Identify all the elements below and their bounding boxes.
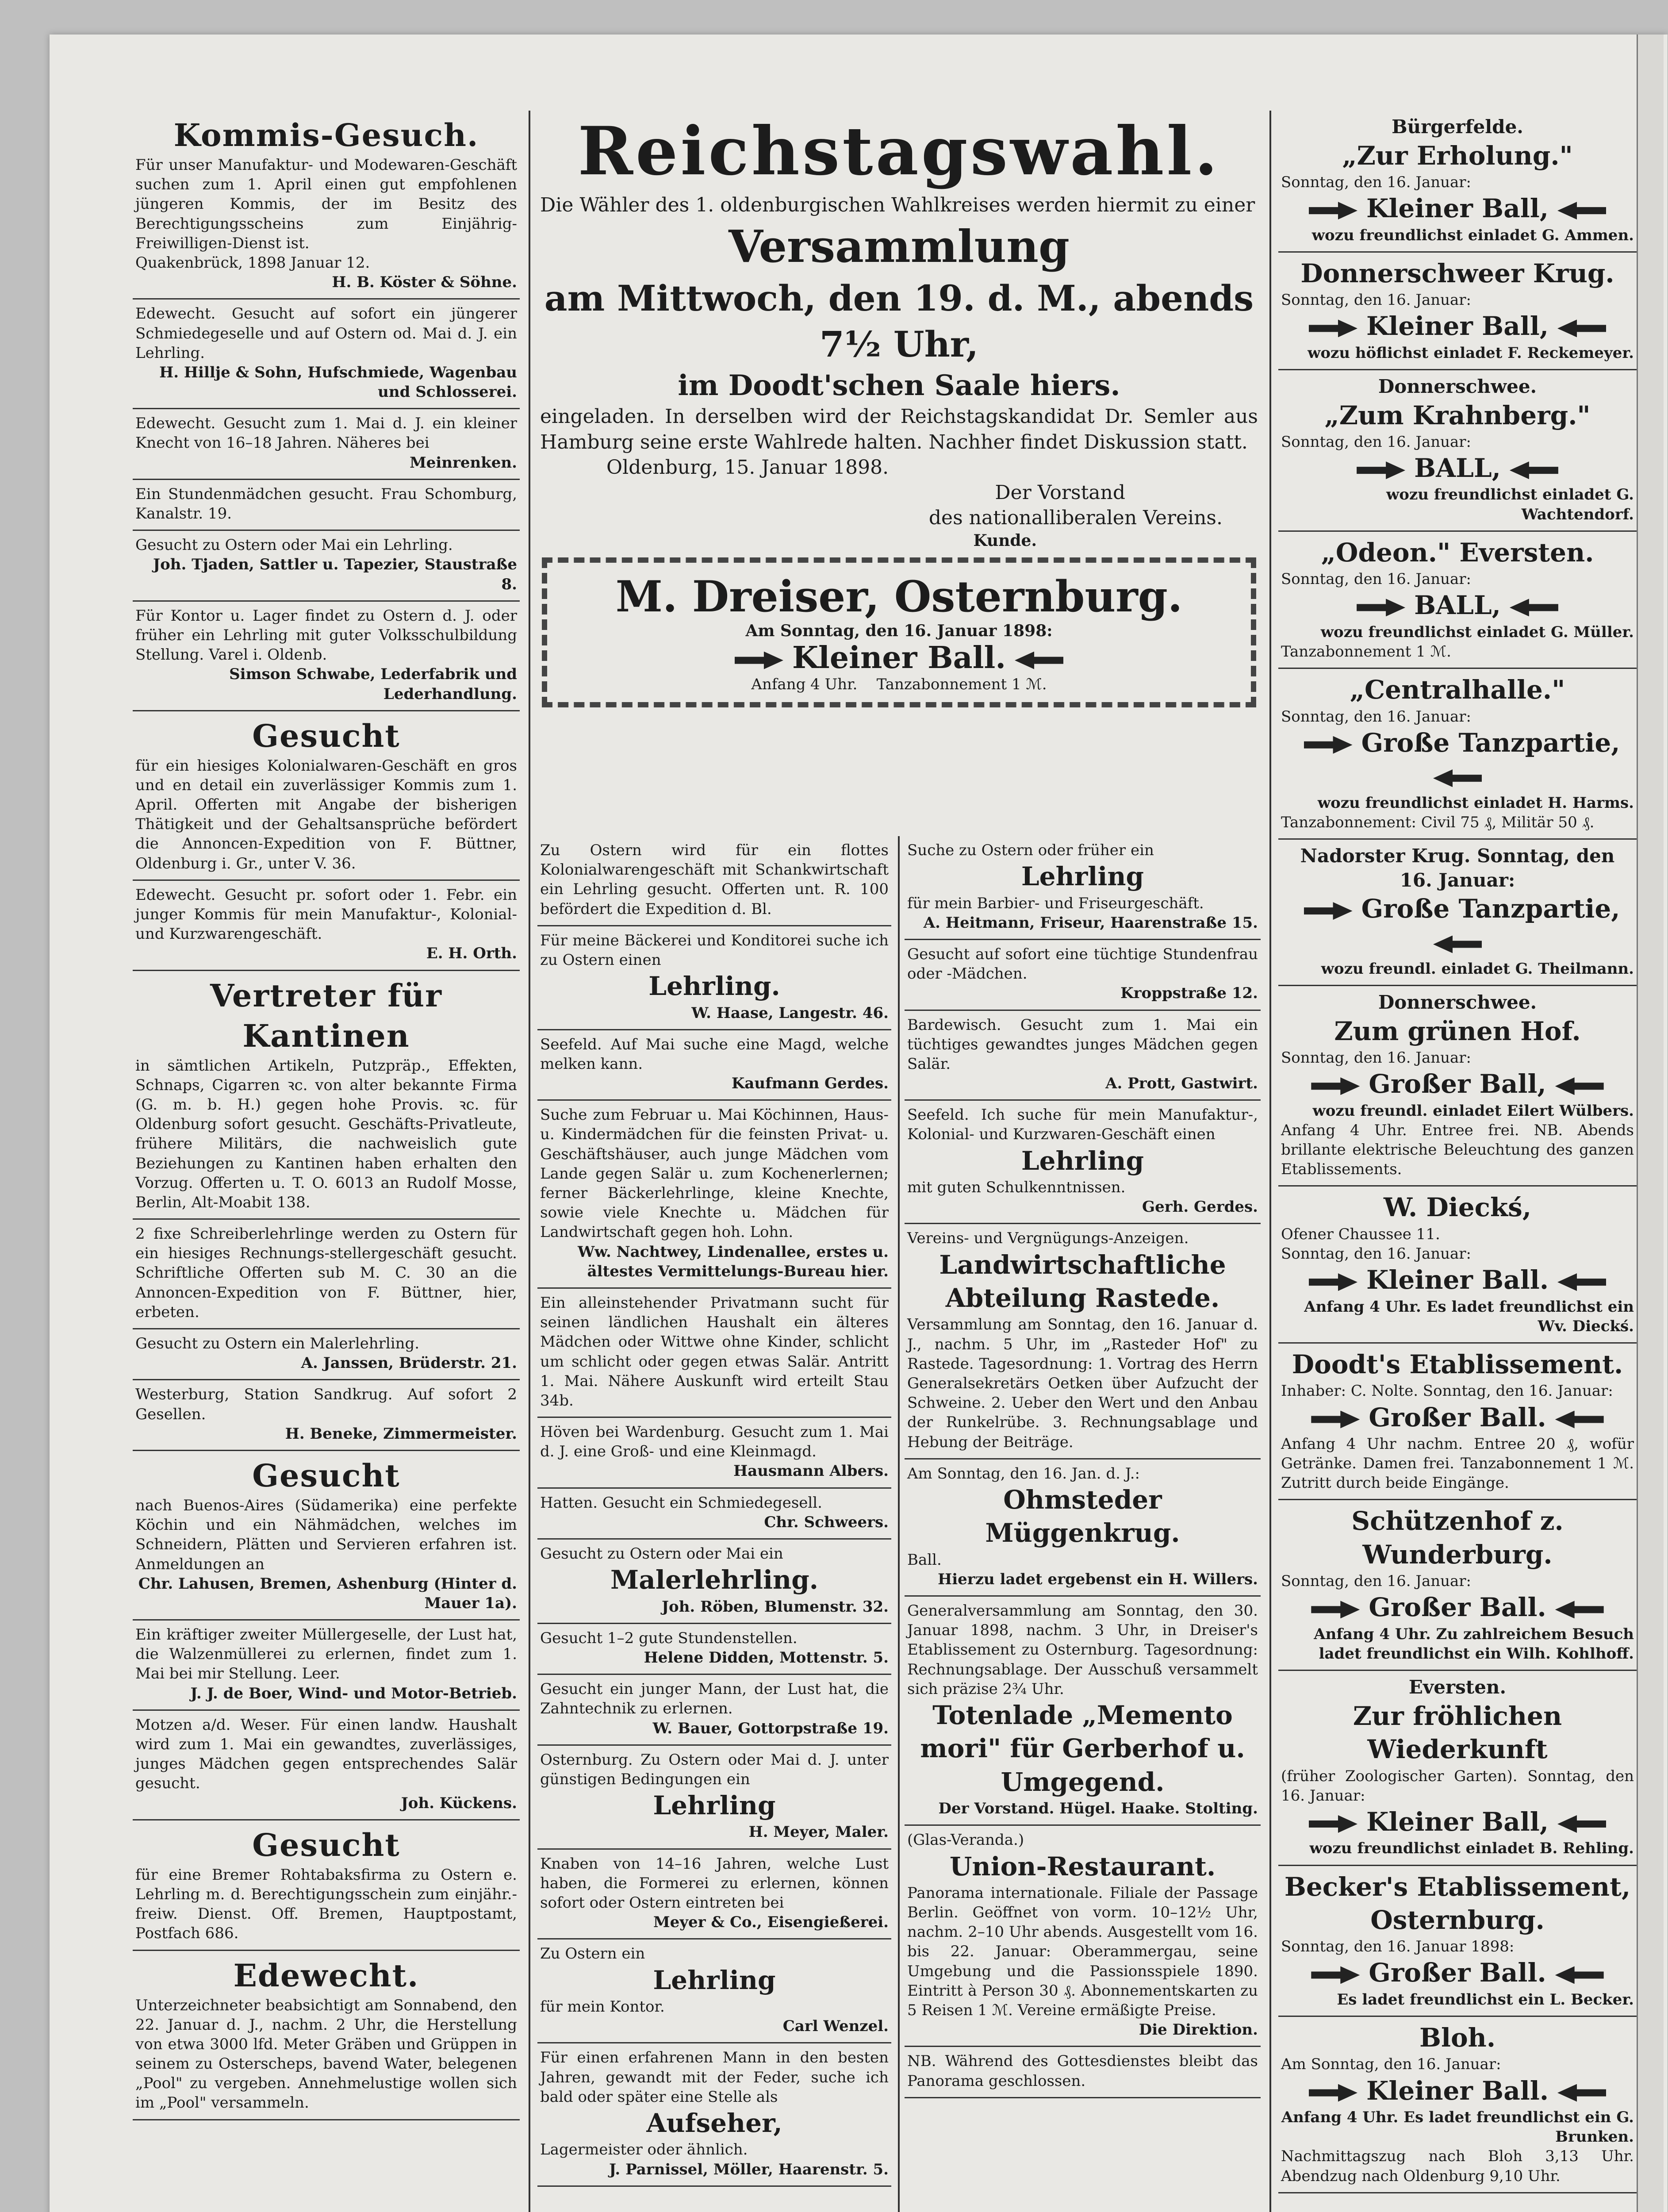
- classified-ad: [537, 1675, 891, 1746]
- pointing-hand-icon: [1309, 319, 1357, 337]
- ad-title: Doodt's Etablissement.: [1292, 1349, 1623, 1379]
- ad-signature: Die Direktion.: [1139, 2021, 1258, 2039]
- ad-event-row: [1281, 1956, 1634, 1989]
- pointing-hand-icon: [1510, 599, 1558, 616]
- ad-body: Motzen a/d. Weser. Für einen landw. Haushalt wird zum 1. Mai ein gewandtes, zuverlässiges, junges Mädchen gegen entsprechendes Salär gesucht.: [135, 1716, 517, 1793]
- pointing-hand-icon: [1555, 1077, 1604, 1095]
- ad-body: Westerburg, Station Sandkrug. Auf sofort 2 Gesellen.: [135, 1386, 517, 1423]
- ad-event: Große Tanzpartie,: [1361, 727, 1620, 758]
- ad-title: „Zur Erholung.": [1342, 140, 1573, 171]
- pointing-hand-icon: [1304, 736, 1353, 754]
- ad-body: (Glas-Veranda.): [907, 1831, 1024, 1849]
- ad-signature: W. Bauer, Gottorpstraße 19.: [652, 1719, 889, 1737]
- classified-ad: [133, 1380, 520, 1451]
- ad-body: Für unser Manufaktur- und Modewaren-Geschäft suchen zum 1. April einen gut empfohlenen jüngeren Kommis, der im Besitz des Berechtigungsscheins zum Einjährig-Freiwilligen-Dienst ist.: [135, 156, 517, 252]
- ad-signature: E. H. Orth.: [426, 945, 517, 963]
- ad-signature: Helene Didden, Mottenstr. 5.: [644, 1648, 889, 1667]
- pointing-hand-icon: [1309, 202, 1357, 219]
- classified-ad: [537, 1746, 891, 1850]
- ad-title: Lehrling: [653, 1965, 776, 1995]
- ad-title: Union-Restaurant.: [949, 1851, 1216, 1882]
- classified-ad: [905, 1011, 1261, 1101]
- dreiser-name: M. Dreiser, Osternburg.: [615, 572, 1183, 622]
- ad-pretitle: Donnerschwee.: [1378, 991, 1537, 1014]
- ad-title: „Odeon." Eversten.: [1321, 537, 1594, 568]
- ad-signature: Kaufmann Gerdes.: [731, 1075, 889, 1093]
- reichstag-place: im Doodt'schen Saale hiers.: [678, 369, 1120, 403]
- reichstag-dateline: Oldenburg, 15. Januar 1898.: [606, 456, 889, 479]
- classified-ad: [1278, 986, 1637, 1187]
- classified-ad: [1278, 1344, 1637, 1501]
- dreiser-fee: Tanzabonnement 1 ℳ.: [876, 676, 1047, 694]
- ad-body: Generalversammlung am Sonntag, den 30. Januar 1898, nachm. 3 Uhr, in Dreiser's Etablissement zu Osternburg. Tagesordnung: Rechnungsablage. Der Ausschuß versammelt sich präzise 2¾ Uhr.: [907, 1602, 1258, 1698]
- page-edge: [1637, 35, 1664, 2212]
- ad-title: Kommis-Gesuch.: [173, 117, 479, 154]
- classified-ad: [537, 1030, 891, 1101]
- ad-signature: wozu freundl. einladet Eilert Wülbers.: [1312, 1102, 1634, 1120]
- ad-body: Für Kontor u. Lager findet zu Ostern d. J. oder früher ein Lehrling mit guter Volksschulbildung Stellung. Varel i. Oldenb.: [135, 607, 517, 664]
- ad-body: Suche zum Februar u. Mai Köchinnen, Haus- u. Kindermädchen für die feinsten Privat- u. Geschäftshäuser, auch junge Mädchen vom Lande gegen Salär u. zum Kochenerlernen; ferner Bäckerlehrlinge, kleine Knechte, sowie viele Knechte u. Mädchen für Landwirtschaft gegen hoh. Lohn.: [540, 1106, 889, 1241]
- classified-ad: [1278, 1500, 1637, 1671]
- classified-ad: [537, 1489, 891, 1540]
- ad-signature: wozu freundlichst einladet G. Wachtendorf.: [1386, 486, 1634, 523]
- classified-ad: [905, 1826, 1261, 2047]
- pointing-hand-icon: [1557, 1815, 1606, 1833]
- ad-signature: Hausmann Albers.: [733, 1462, 889, 1480]
- ad-pretitle: Donnerschwee.: [1378, 375, 1537, 397]
- ad-event: BALL,: [1414, 453, 1501, 484]
- classified-ad: [1278, 253, 1637, 370]
- ad-signature: W. Haase, Langestr. 46.: [691, 1004, 889, 1022]
- ad-body: Für meine Bäckerei und Konditorei suche ich zu Ostern einen: [540, 931, 889, 969]
- ad-signature: J. Parnissel, Möller, Haarenstr. 5.: [609, 2160, 889, 2178]
- classified-ad: [1278, 1187, 1637, 1344]
- ad-body: Hatten. Gesucht ein Schmiedegesell.: [540, 1494, 822, 1512]
- ad-body: für eine Bremer Rohtabaksfirma zu Ostern e. Lehrling m. d. Berechtigungsschein zum einjähr.-freiw. Dienst. Off. Bremen, Hauptpostamt, Postfach 686.: [135, 1866, 517, 1943]
- ad-signature: Gerh. Gerdes.: [1142, 1198, 1258, 1216]
- pointing-hand-icon: [1311, 1601, 1360, 1618]
- ad-body: Für einen erfahrenen Mann in den besten Jahren, gewandt mit der Feder, suche ich bald oder später eine Stelle als: [540, 2049, 889, 2106]
- ad-body: Edewecht. Gesucht zum 1. Mai d. J. ein kleiner Knecht von 16–18 Jahren. Näheres bei: [135, 415, 517, 452]
- reichstag-date: am Mittwoch, den 19. d. M., abends 7½ Uhr,: [544, 277, 1254, 365]
- pointing-hand-icon: [1555, 1966, 1604, 1984]
- classified-ad: [537, 2043, 891, 2186]
- pointing-hand-icon: [1555, 1601, 1604, 1618]
- ad-title: Aufseher,: [646, 2108, 782, 2138]
- ad-title: Lehrling: [653, 1790, 776, 1821]
- classified-ad: [133, 300, 520, 409]
- classified-ad: [537, 1939, 891, 2043]
- pointing-hand-icon: [1304, 902, 1353, 920]
- classified-ad: [537, 1624, 891, 1675]
- ad-title: Becker's Etablissement, Osternburg.: [1284, 1871, 1631, 1935]
- reichstag-text: eingeladen. In derselben wird der Reichstagskandidat Dr. Semler aus Hamburg seine erste Wahlrede halten. Nachher findet Diskussion statt.: [540, 405, 1258, 453]
- ad-body: Gesucht 1–2 gute Stundenstellen.: [540, 1629, 798, 1647]
- column-2-top: [537, 111, 1261, 836]
- ad-body: mit guten Schulkenntnissen.: [907, 1179, 1126, 1197]
- ad-event: Großer Ball,: [1369, 1069, 1546, 1099]
- ad-body: Ball.: [907, 1551, 942, 1569]
- pointing-hand-icon: [735, 652, 783, 669]
- ad-signature: wozu freundlichst einladet G. Müller.: [1320, 623, 1634, 641]
- pointing-hand-icon: [1357, 461, 1405, 479]
- reichstag-intro: Die Wähler des 1. oldenburgischen Wahlkreises werden hiermit zu einer: [540, 194, 1255, 216]
- ad-body: Sonntag, den 16. Januar:: [1281, 291, 1472, 309]
- ad-signature: J. J. de Boer, Wind- und Motor-Betrieb.: [190, 1684, 517, 1702]
- classified-ad: [905, 1224, 1261, 1459]
- ad-body: Ein alleinstehender Privatmann sucht für seinen ländlichen Haushalt ein älteres Mädchen oder Wittwe ohne Kinder, schlicht um schlicht oder gegen etwas Salär. Antritt 1. Mai. Nähere Auskunft wird erteilt Stau 34b.: [540, 1294, 889, 1409]
- ad-note: Tanzabonnement: Civil 75 ₰, Militär 50 ₰.: [1281, 813, 1595, 831]
- ad-signature: Ww. Nachtwey, Lindenallee, erstes u. ältestes Vermittelungs-Bureau hier.: [577, 1243, 889, 1280]
- ad-body: Seefeld. Auf Mai suche eine Magd, welche melken kann.: [540, 1035, 889, 1073]
- classified-ad: [905, 940, 1261, 1011]
- ad-title: Gesucht: [252, 717, 400, 754]
- pointing-hand-icon: [1311, 1411, 1360, 1429]
- classified-ad: [133, 1951, 520, 2120]
- ad-body: Gesucht zu Ostern oder Mai ein Lehrling.: [135, 536, 453, 554]
- ad-event: Kleiner Ball.: [1366, 2075, 1549, 2106]
- pointing-hand-icon: [1015, 652, 1063, 669]
- ad-body: für mein Kontor.: [540, 1998, 665, 2016]
- ad-body: Sonntag, den 16. Januar:: [1281, 173, 1472, 191]
- column-3: [1278, 111, 1637, 2212]
- ad-event-row: [1281, 2074, 1634, 2108]
- ad-body: für ein hiesiges Kolonialwaren-Geschäft en gros und en detail ein zuverlässiger Kommis zum 1. April. Offerten mit Angabe der bisherigen Thätigkeit und der Gehaltsansprüche befördert die Annoncen-Expedition von F. Büttner, Oldenburg i. Gr., unter V. 36.: [135, 757, 517, 872]
- ad-body: Lagermeister oder ähnlich.: [540, 2141, 748, 2159]
- ad-title: W. Dieckś,: [1383, 1192, 1532, 1223]
- pointing-hand-icon: [1510, 461, 1558, 479]
- classified-ad: [133, 711, 520, 881]
- classified-ad: [133, 1329, 520, 1380]
- ad-signature: Meyer & Co., Eisengießerei.: [653, 1913, 889, 1932]
- pointing-hand-icon: [1557, 319, 1606, 337]
- ad-note: Nachmittagszug nach Bloh 3,13 Uhr. Abendzug nach Oldenburg 9,10 Uhr.: [1281, 2147, 1634, 2185]
- ad-event: Großer Ball.: [1369, 1958, 1546, 1988]
- ad-event: Kleiner Ball,: [1366, 311, 1549, 342]
- ad-body: Höven bei Wardenburg. Gesucht zum 1. Mai d. J. eine Groß- und eine Kleinmagd.: [540, 1423, 889, 1461]
- ad-body: Sonntag, den 16. Januar:: [1281, 570, 1472, 588]
- ad-body: Sonntag, den 16. Januar 1898:: [1281, 1938, 1515, 1956]
- ad-note: Anfang 4 Uhr. Entree frei. NB. Abends brillante elektrische Beleuchtung des ganzen Etablissements.: [1281, 1121, 1634, 1179]
- reichstag-heading: Versammlung: [729, 220, 1070, 273]
- classified-ad: [905, 1101, 1261, 1224]
- ad-signature: H. Hillje & Sohn, Hufschmiede, Wagenbau und Schlosserei.: [159, 363, 517, 401]
- ad-event-row: [1281, 1401, 1634, 1434]
- ad-body: Unterzeichneter beabsichtigt am Sonnabend, den 22. Januar d. J., nachm. 2 Uhr, die Herstellung von etwa 3000 lfd. Meter Gräben und Grüppen in seinem zu Osterscheps, bavend Water, belegenen „Pool" zu vergeben. Annehmelustige wollen sich im „Pool" versammeln.: [135, 1996, 517, 2112]
- ad-body: Am Sonntag, den 16. Jan. d. J.:: [907, 1464, 1140, 1482]
- ad-signature: Joh. Röben, Blumenstr. 32.: [661, 1598, 889, 1616]
- ad-event-row: [1281, 310, 1634, 343]
- ad-body: Ein kräftiger zweiter Müllergeselle, der Lust hat, die Walzenmüllerei zu erlernen, findet zum 1. Mai bei mir Stellung. Leer.: [135, 1626, 517, 1683]
- ad-event-row: [1281, 1263, 1634, 1297]
- ad-body: Sonntag, den 16. Januar:: [1281, 433, 1472, 451]
- pointing-hand-icon: [1557, 2084, 1606, 2102]
- classified-ad: [133, 480, 520, 531]
- classified-ad: [133, 531, 520, 602]
- ad-event: Kleiner Ball,: [1366, 1806, 1549, 1837]
- ad-event-row: [1281, 1591, 1634, 1624]
- ad-body: Sonntag, den 16. Januar:: [1281, 1572, 1472, 1590]
- ad-title: „Zum Krahnberg.": [1324, 400, 1591, 430]
- classified-ad: [133, 1820, 520, 1951]
- ad-event: Große Tanzpartie,: [1361, 894, 1620, 924]
- ad-event-row: [1281, 452, 1634, 485]
- ad-event: BALL,: [1414, 590, 1501, 621]
- ad-body: Gesucht ein junger Mann, der Lust hat, die Zahntechnik zu erlernen.: [540, 1680, 889, 1718]
- classified-ad: [1278, 111, 1637, 253]
- ad-signature: wozu freundlichst einladet H. Harms.: [1317, 794, 1634, 812]
- ad-title: Bloh.: [1419, 2023, 1496, 2053]
- ad-event: Kleiner Ball,: [1366, 193, 1549, 224]
- reichstag-title: Reichstagswahl.: [578, 112, 1220, 190]
- ad-event: Kleiner Ball.: [1366, 1265, 1549, 1295]
- classified-ad: [537, 1418, 891, 1489]
- classified-ad: [537, 836, 891, 926]
- ad-signature: A. Janssen, Brüderstr. 21.: [301, 1354, 517, 1372]
- ad-signature: Chr. Lahusen, Bremen, Ashenburg (Hinter d. Mauer 1a).: [138, 1575, 517, 1612]
- column-2a: [537, 836, 891, 2212]
- ad-signature: Anfang 4 Uhr. Zu zahlreichem Besuch ladet freundlichst ein Wilh. Kohlhoff.: [1314, 1625, 1634, 1663]
- ad-signature: Chr. Schweers.: [764, 1513, 889, 1531]
- dreiser-event: Kleiner Ball.: [792, 640, 1006, 676]
- dreiser-date: Am Sonntag, den 16. Januar 1898:: [745, 622, 1053, 641]
- classified-ad: [1278, 1671, 1637, 1866]
- dreiser-ad: [542, 557, 1256, 707]
- ad-signature: Hierzu ladet ergebenst ein H. Willers.: [938, 1570, 1258, 1588]
- ad-signature: H. B. Köster & Söhne.: [332, 273, 517, 292]
- pointing-hand-icon: [1311, 1077, 1360, 1095]
- ad-event-row: [1281, 726, 1634, 793]
- dreiser-time: Anfang 4 Uhr.: [751, 676, 858, 694]
- reichstag-ad: [537, 111, 1261, 557]
- classified-ad: [133, 602, 520, 711]
- ad-event-row: [1281, 589, 1634, 622]
- classified-ad: [133, 1711, 520, 1820]
- pointing-hand-icon: [1557, 202, 1606, 219]
- ad-body: Edewecht. Gesucht pr. sofort oder 1. Febr. ein junger Kommis für mein Manufaktur-, Kolonial- und Kurzwarengeschäft.: [135, 886, 517, 943]
- ad-signature: wozu höflichst einladet F. Reckemeyer.: [1308, 344, 1634, 362]
- ad-title: Malerlehrling.: [610, 1565, 818, 1595]
- ad-body: 2 fixe Schreiberlehrlinge werden zu Ostern für ein hiesiges Rechnungs-stellergeschäft gesucht. Schriftliche Offerten sub M. C. 30 an die Annoncen-Expedition von F. Büttner, hier, erbeten.: [135, 1225, 517, 1321]
- ad-body: Knaben von 14–16 Jahren, welche Lust haben, die Formerei zu erlernen, können sofort oder Ostern eintreten bei: [540, 1855, 889, 1912]
- ad-body: nach Buenos-Aires (Südamerika) eine perfekte Köchin und ein Nähmädchen, welches im Schneidern, Plätten und Servieren erfahren ist. Anmeldungen an: [135, 1496, 517, 1573]
- ad-body: Ein Stundenmädchen gesucht. Frau Schomburg, Kanalstr. 19.: [135, 485, 517, 522]
- ad-body: Versammlung am Sonntag, den 16. Januar d. J., nachm. 5 Uhr, im „Rasteder Hof" zu Rastede. Tagesordnung: 1. Vortrag des Herrn Generalsekretärs Oetken über Aufzucht der Schweine. 2. Ueber den Wert und den Anbau der Runkelrübe. 3. Rechnungsablage und Hebung der Beiträge.: [907, 1316, 1258, 1451]
- column-2b: [905, 836, 1261, 2212]
- ad-body: Ofener Chaussee 11.: [1281, 1225, 1440, 1243]
- reichstag-sig1: Der Vorstand: [995, 481, 1125, 504]
- ad-body: Edewecht. Gesucht auf sofort ein jüngerer Schmiedegeselle und auf Ostern od. Mai d. J. ein Lehrling.: [135, 305, 517, 362]
- ad-body: NB. Während des Gottesdienstes bleibt das Panorama geschlossen.: [907, 2052, 1258, 2090]
- ad-signature: A. Prott, Gastwirt.: [1105, 1075, 1258, 1093]
- pointing-hand-icon: [1309, 1815, 1357, 1833]
- ad-body: Sonntag, den 16. Januar:: [1281, 1244, 1472, 1263]
- classified-ad: [133, 1220, 520, 1329]
- ad-pretitle: Bürgerfelde.: [1392, 116, 1523, 138]
- classified-ad: [537, 1289, 891, 1418]
- ad-note: Anfang 4 Uhr nachm. Entree 20 ₰, wofür Getränke. Damen frei. Tanzabonnement 1 ℳ. Zutritt durch beide Eingänge.: [1281, 1435, 1634, 1492]
- ad-signature: Joh. Kückens.: [401, 1794, 517, 1812]
- classified-ad: [905, 836, 1261, 940]
- column-rule: [529, 111, 530, 2212]
- pointing-hand-icon: [1433, 936, 1482, 953]
- ad-body: Gesucht zu Ostern oder Mai ein: [540, 1545, 783, 1563]
- classified-ad: [133, 409, 520, 480]
- ad-signature: Kroppstraße 12.: [1120, 984, 1258, 1002]
- reichstag-sig3: Kunde.: [973, 531, 1037, 550]
- ad-signature: wozu freundlichst einladet B. Rehling.: [1309, 1839, 1634, 1858]
- classified-ad: [133, 881, 520, 971]
- classified-ad: [1278, 2017, 1637, 2193]
- classified-ad: [133, 111, 520, 300]
- ad-title: Donnerschweer Krug.: [1300, 258, 1614, 288]
- ad-body: Seefeld. Ich suche für mein Manufaktur-, Kolonial- und Kurzwaren-Geschäft einen: [907, 1106, 1258, 1144]
- ad-event: Großer Ball.: [1369, 1592, 1546, 1623]
- ad-body: in sämtlichen Artikeln, Putzpräp., Effekten, Schnaps, Cigarren ꝛc. von alter bekannte Firma (G. m. b. H.) gegen hohe Provis. ꝛc. für Oldenburg sofort gesucht. Geschäfts-Privatleute, frühere Militärs, die nachweislich gute Beziehungen zu Kantinen haben erhalten den Vorzug. Offerten u. T. O. 6013 an Rudolf Mosse, Berlin, Alt-Moabit 138.: [135, 1056, 517, 1211]
- ad-signature: Anfang 4 Uhr. Es ladet freundlichst ein Wv. Dieckś.: [1304, 1298, 1634, 1335]
- ad-body: Gesucht zu Ostern ein Malerlehrling.: [135, 1335, 420, 1352]
- ad-body: Bardewisch. Gesucht zum 1. Mai ein tüchtiges gewandtes junges Mädchen gegen Salär.: [907, 1016, 1258, 1073]
- ad-body: Gesucht auf sofort eine tüchtige Stundenfrau oder -Mädchen.: [907, 945, 1258, 983]
- ad-body: Vereins- und Vergnügungs-Anzeigen.: [907, 1229, 1189, 1248]
- ad-event-row: [1281, 192, 1634, 225]
- classified-ad: [905, 1459, 1261, 1597]
- classified-ad: [1278, 532, 1637, 669]
- classified-ad: [537, 926, 891, 1030]
- ad-title: Gesucht: [252, 1826, 400, 1863]
- ad-body: Zu Ostern wird für ein flottes Kolonialwarengeschäft mit Schankwirtschaft ein Lehrling gesucht. Offerten unt. R. 100 befördert die Expedition d. Bl.: [540, 841, 889, 918]
- ad-body: Am Sonntag, den 16. Januar:: [1281, 2055, 1501, 2074]
- ad-place: Quakenbrück, 1898 Januar 12.: [135, 253, 370, 272]
- ad-body: Suche zu Ostern oder früher ein: [907, 841, 1154, 859]
- ad-signature: H. Beneke, Zimmermeister.: [285, 1425, 517, 1443]
- ad-body: Zu Ostern ein: [540, 1945, 645, 1963]
- ad-body: für mein Barbier- und Friseurgeschäft.: [907, 894, 1204, 912]
- ad-signature: H. Meyer, Maler.: [748, 1823, 889, 1841]
- classified-ad: [537, 1850, 891, 1940]
- pointing-hand-icon: [1311, 1966, 1360, 1984]
- ad-title: Edewecht.: [233, 1957, 419, 1994]
- ad-signature: Meinrenken.: [410, 453, 517, 472]
- ad-title: Zum grünen Hof.: [1334, 1016, 1581, 1046]
- ad-pretitle: Eversten.: [1408, 1676, 1507, 1698]
- ad-body: Sonntag, den 16. Januar:: [1281, 1049, 1472, 1067]
- ad-signature: Der Vorstand. Hügel. Haake. Stolting.: [938, 1800, 1258, 1818]
- ad-title: Gesucht: [252, 1457, 400, 1494]
- ad-signature: Anfang 4 Uhr. Es ladet freundlichst ein G. Brunken.: [1281, 2108, 1634, 2146]
- column-rule: [898, 836, 900, 2212]
- pointing-hand-icon: [1309, 1273, 1357, 1291]
- ad-signature: Carl Wenzel.: [782, 2017, 889, 2035]
- pointing-hand-icon: [1309, 2084, 1357, 2102]
- classified-ad: [133, 1451, 520, 1621]
- ad-title: Zur fröhlichen Wiederkunft: [1353, 1701, 1562, 1765]
- pointing-hand-icon: [1433, 769, 1482, 787]
- ad-title: Totenlade „Memento mori" für Gerberhof u. Umgegend.: [920, 1700, 1245, 1797]
- ad-title: „Centralhalle.": [1350, 675, 1565, 705]
- ad-note: Tanzabonnement 1 ℳ.: [1281, 643, 1451, 661]
- ad-signature: wozu freundlichst einladet G. Ammen.: [1311, 226, 1634, 244]
- column-1: [133, 111, 520, 2212]
- ad-signature: Simson Schwabe, Lederfabrik und Lederhandlung.: [229, 665, 517, 703]
- ad-body: Sonntag, den 16. Januar:: [1281, 707, 1472, 726]
- ad-title: Landwirtschaftliche Abteilung Rastede.: [939, 1249, 1226, 1313]
- ad-signature: wozu freundl. einladet G. Theilmann.: [1321, 960, 1634, 978]
- classified-ad: [1278, 1866, 1637, 2017]
- ad-event-row: [1281, 1068, 1634, 1101]
- classified-ad: [537, 1540, 891, 1624]
- classified-ad: [1278, 370, 1637, 532]
- ad-signature: Es ladet freundlichst ein L. Becker.: [1337, 1990, 1634, 2008]
- classified-ad: [133, 1621, 520, 1711]
- pointing-hand-icon: [1557, 1273, 1606, 1291]
- classified-ad: [1278, 840, 1637, 986]
- ad-event: Großer Ball.: [1369, 1402, 1546, 1432]
- pointing-hand-icon: [1555, 1411, 1604, 1429]
- ad-title: Schützenhof z. Wunderburg.: [1351, 1506, 1564, 1570]
- classified-ad: [905, 2047, 1261, 2098]
- ad-pretitle: Nadorster Krug. Sonntag, den 16. Januar:: [1300, 845, 1615, 891]
- ad-title: Lehrling.: [648, 971, 780, 1002]
- reichstag-sig2: des nationalliberalen Vereins.: [928, 507, 1223, 530]
- classified-ad: [1278, 669, 1637, 840]
- ad-title: Ohmsteder Müggenkrug.: [985, 1484, 1180, 1548]
- ad-body: Panorama internationale. Filiale der Passage Berlin. Geöffnet von vorm. 10–12½ Uhr, nachm. 2–10 Uhr abends. Ausgestellt vom 16. bis 22. Januar: Oberammergau, seine Umgebung und die Passionsspiele 1890. Eintritt à Person 30 ₰. Abonnementskarten zu 5 Reisen 1 ℳ. Vereine ermäßigte Preise.: [907, 1884, 1258, 2020]
- ad-body: (früher Zoologischer Garten). Sonntag, den 16. Januar:: [1281, 1767, 1634, 1805]
- ad-body: Inhaber: C. Nolte. Sonntag, den 16. Januar:: [1281, 1382, 1613, 1400]
- ad-body: Osternburg. Zu Ostern oder Mai d. J. unter günstigen Bedingungen ein: [540, 1751, 889, 1788]
- pointing-hand-icon: [1357, 599, 1405, 616]
- ad-signature: A. Heitmann, Friseur, Haarenstraße 15.: [923, 914, 1258, 932]
- classified-ad: [537, 1101, 891, 1289]
- classified-ad: [905, 1597, 1261, 1826]
- column-rule: [1269, 111, 1271, 2212]
- classified-ad: [133, 971, 520, 1220]
- ad-title: Vertreter für Kantinen: [210, 977, 443, 1054]
- ad-signature: Joh. Tjaden, Sattler u. Tapezier, Staustraße 8.: [153, 556, 517, 593]
- ad-title: Lehrling: [1021, 861, 1144, 892]
- ad-event-row: [1281, 892, 1634, 959]
- ad-title: Lehrling: [1021, 1145, 1144, 1176]
- ad-event-row: [1281, 1805, 1634, 1839]
